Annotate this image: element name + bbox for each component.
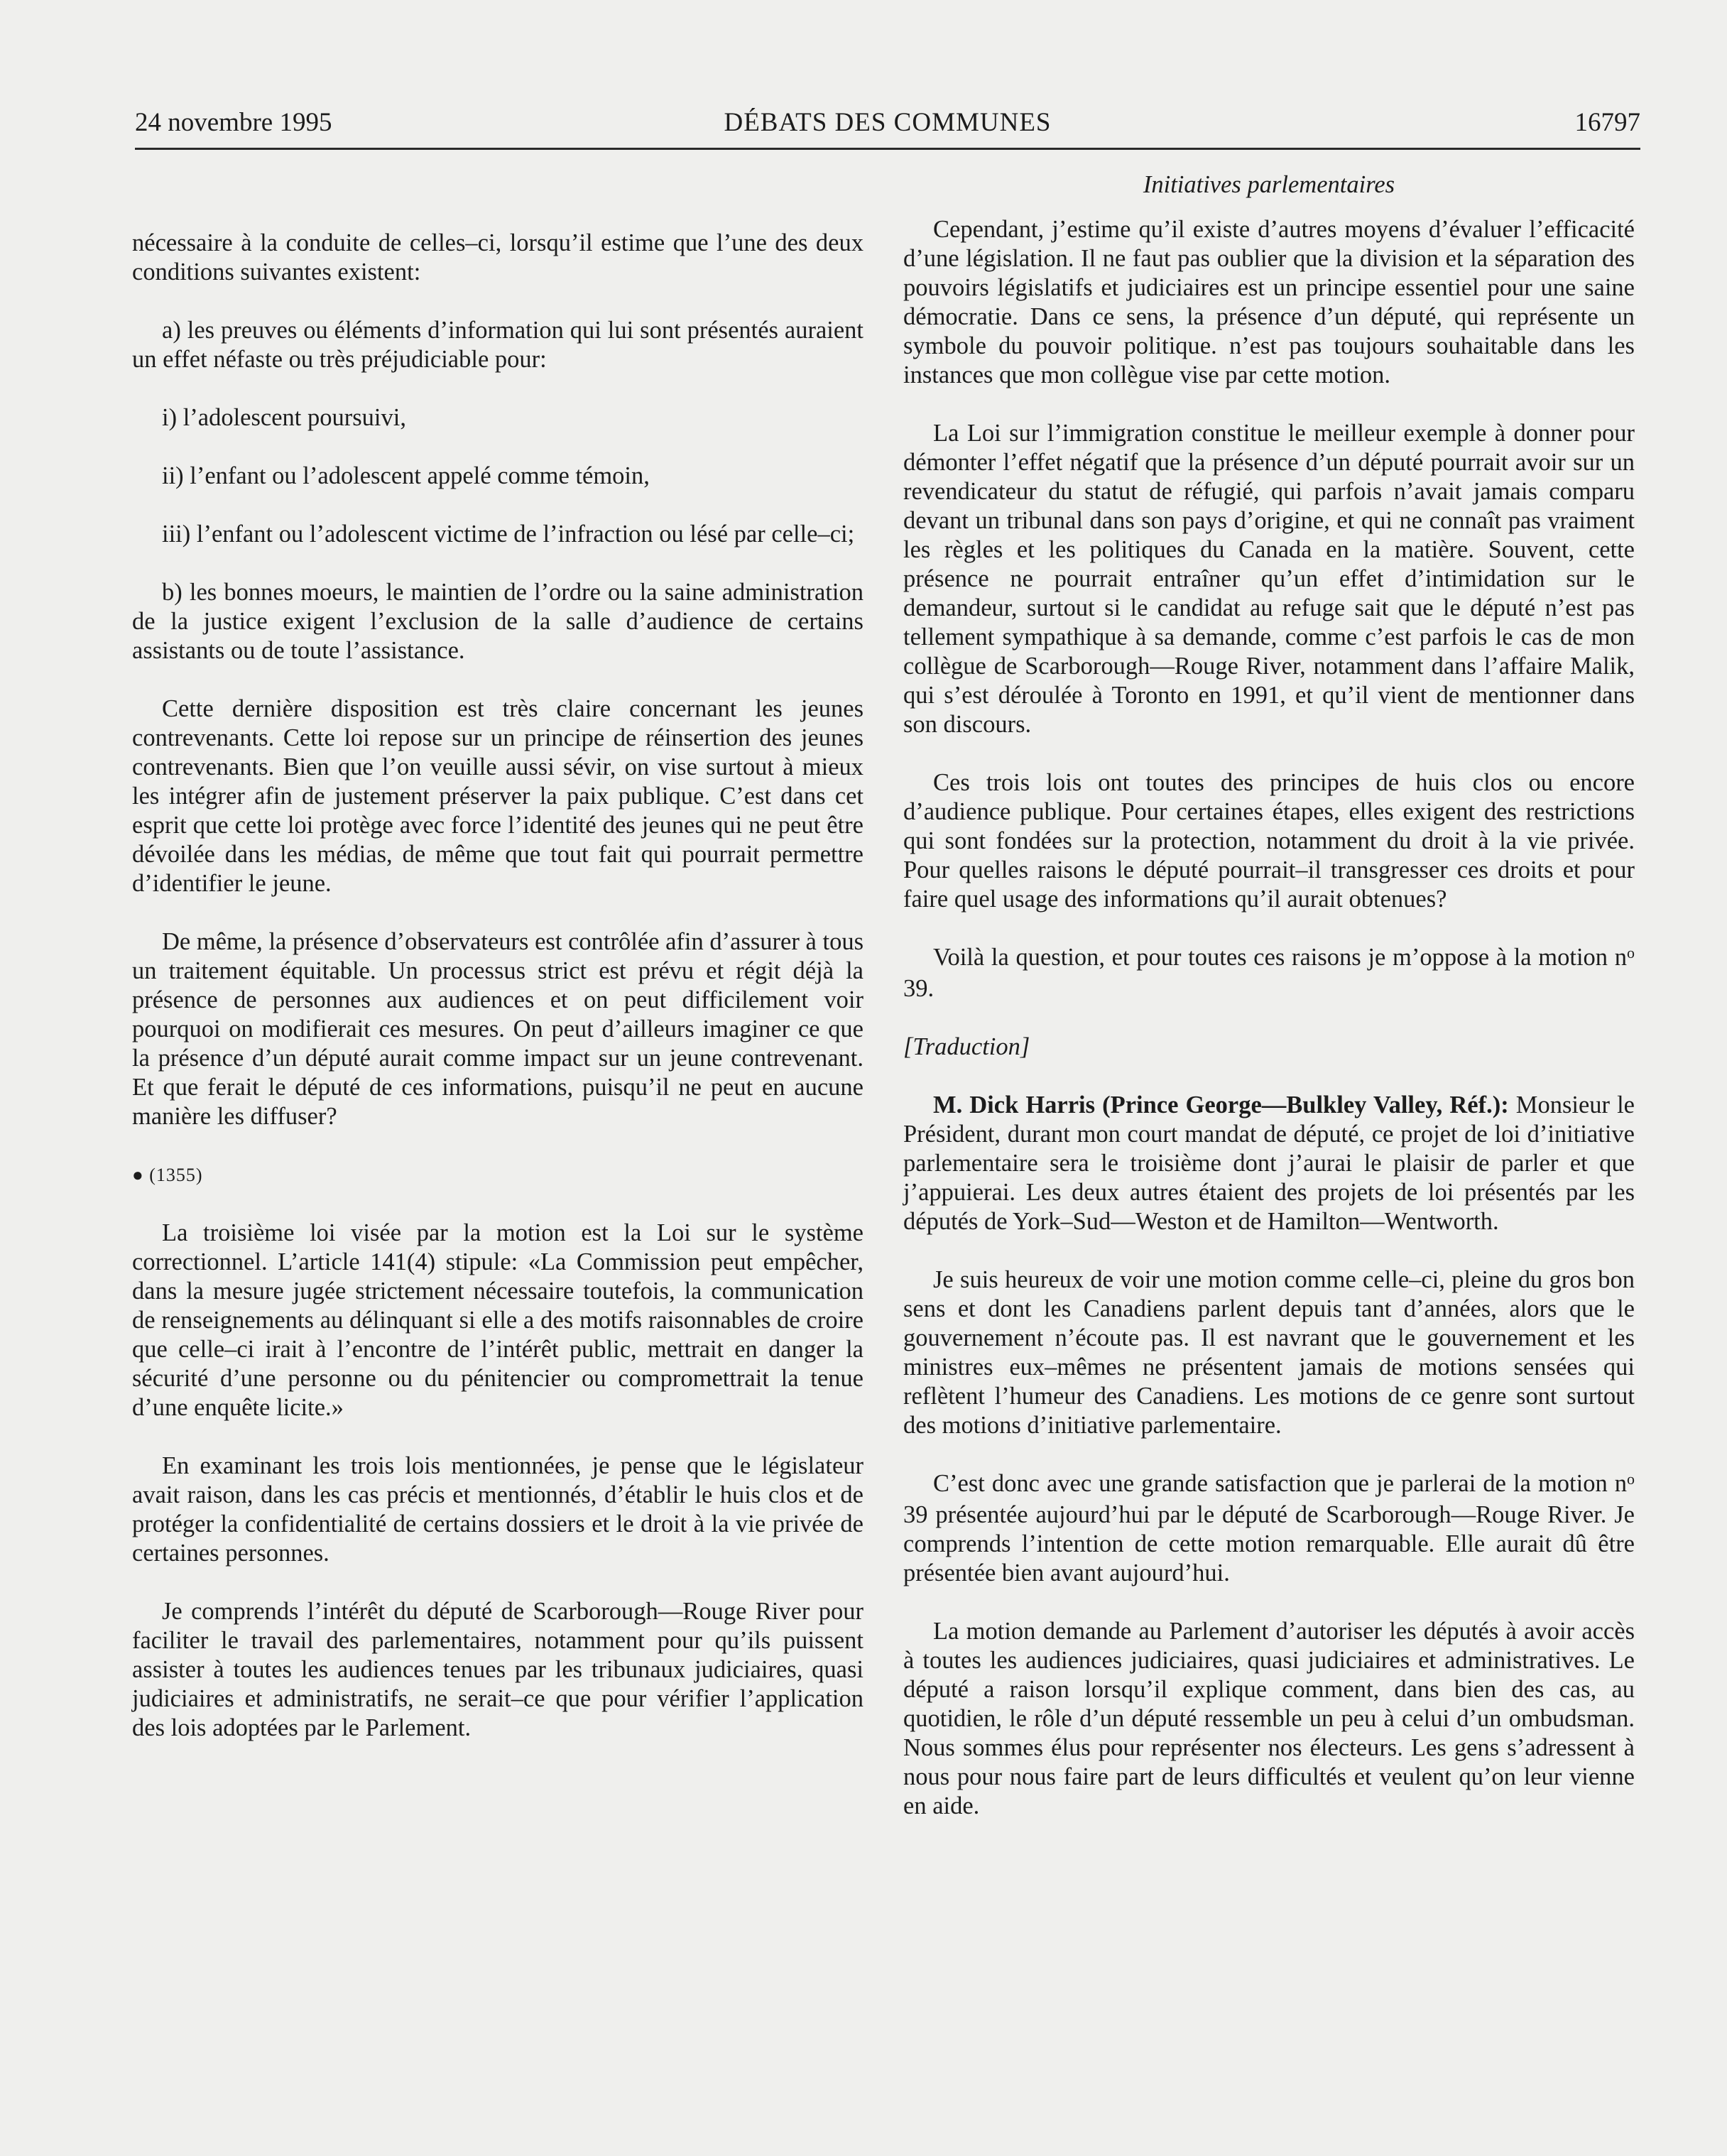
- superscript: o: [1627, 944, 1635, 962]
- paragraph-text: 39 présentée aujourd’hui par le député de Scarborough—Rouge River. Je comprends l’intention de cette motion remarquable. Elle aurait dû être présentée bien avant aujourd’hui.: [903, 1501, 1635, 1586]
- left-column: [132, 170, 864, 1772]
- paragraph: i) l’adolescent poursuivi,: [162, 404, 406, 431]
- time-marker: ● (1355): [132, 1165, 203, 1185]
- paragraph: La troisième loi visée par la motion est la Loi sur le système correctionnel. L’article 141(4) stipule: «La Commission peut empêcher, dans la mesure jugée strictement nécessaire toutefois, la communication de renseignements au délinquant si elle a des motifs raisonnables de croire que celle–ci irait à l’encontre de l’intérêt public, mettrait en danger la sécurité d’une personne ou du pénitencier ou compromettrait la tenue d’une enquête licite.»: [132, 1219, 864, 1421]
- header-page-number: 16797: [1574, 108, 1640, 137]
- paragraph: b) les bonnes moeurs, le maintien de l’ordre ou la saine administration de la justice exigent l’exclusion de la salle d’audience de certains assistants ou de toute l’assistance.: [132, 579, 864, 664]
- speaker-name: M. Dick Harris (Prince George—Bulkley Valley, Réf.):: [933, 1091, 1509, 1118]
- paragraph: [903, 943, 1635, 1003]
- right-column: [903, 170, 1635, 1850]
- paragraph: La Loi sur l’immigration constitue le meilleur exemple à donner pour démonter l’effet négatif que la présence d’un député pourrait avoir sur un revendicateur du statut de réfugié, qui parfois n’avait jamais comparu devant un tribunal dans son pays d’origine, et qui ne connaît pas vraiment les règles et les politiques du Canada en la matière. Souvent, cette présence ne pourrait entraîner qu’un effet d’intimidation sur le demandeur, surtout si le candidat au refuge sait que le député n’est pas tellement sympathique à sa demande, comme c’est parfois le cas de mon collègue de Scarborough—Rouge River, notamment dans l’affaire Malik, qui s’est déroulée à Toronto en 1991, et qu’il vient de mentionner dans son discours.: [903, 420, 1635, 738]
- paragraph: Ces trois lois ont toutes des principes de huis clos ou encore d’audience publique. Pour certaines étapes, elles exigent des restrictions qui sont fondées sur la protection, notamment du droit à la vie privée. Pour quelles raisons le député pourrait–il transgresser ces droits et pour faire quel usage des informations qu’il aurait obtenues?: [903, 769, 1635, 913]
- paragraph: a) les preuves ou éléments d’information qui lui sont présentés auraient un effet néfaste ou très préjudiciable pour:: [132, 317, 864, 373]
- header-rule: [135, 148, 1640, 150]
- header-date: 24 novembre 1995: [135, 108, 332, 137]
- paragraph: Cependant, j’estime qu’il existe d’autres moyens d’évaluer l’efficacité d’une législation. Il ne faut pas oublier que la division et la séparation des pouvoirs législatifs et judiciaires est un principe essentiel pour une saine démocratie. Dans ce sens, la présence d’un député, qui représente un symbole du pouvoir politique. n’est pas toujours souhaitable dans les instances que mon collègue vise par cette motion.: [903, 216, 1635, 388]
- paragraph: [903, 1469, 1635, 1588]
- paragraph: Cette dernière disposition est très claire concernant les jeunes contrevenants. Cette loi repose sur un principe de réinsertion des jeunes contrevenants. Bien que l’on veuille aussi sévir, on vise surtout à mieux les intégrer afin de justement préserver la paix publique. C’est dans cet esprit que cette loi protège avec force l’identité des jeunes qui ne peut être dévoilée dans les médias, de même que tout fait qui pourrait permettre d’identifier le jeune.: [132, 695, 864, 897]
- paragraph: Je comprends l’intérêt du député de Scarborough—Rouge River pour faciliter le travail des parlementaires, notamment pour qu’ils puissent assister à toutes les audiences tenues par les tribunaux judiciaires, quasi judiciaires et administratifs, ne serait–ce que pour vérifier l’application des lois adoptées par le Parlement.: [132, 1598, 864, 1741]
- paragraph: iii) l’enfant ou l’adolescent victime de l’infraction ou lésé par celle–ci;: [162, 521, 855, 548]
- paragraph: En examinant les trois lois mentionnées, je pense que le législateur avait raison, dans les cas précis et mentionnés, d’établir le huis clos et de protéger la confidentialité de certains dossiers et le droit à la vie privée de certaines personnes.: [132, 1452, 864, 1567]
- paragraph: ii) l’enfant ou l’adolescent appelé comme témoin,: [162, 462, 650, 489]
- paragraph: La motion demande au Parlement d’autoriser les députés à avoir accès à toutes les audiences judiciaires, quasi judiciaires et administratives. Le député a raison lorsqu’il explique comment, dans bien des cas, au quotidien, le rôle d’un député ressemble un peu à celui d’un ombudsman. Nous sommes élus pour représenter nos électeurs. Les gens s’adressent à nous pour nous faire part de leurs difficultés et veulent qu’on leur vienne en aide.: [903, 1618, 1635, 1819]
- paragraph-text: C’est donc avec une grande satisfaction que je parlerai de la motion n: [933, 1470, 1627, 1497]
- paragraph: [903, 1091, 1635, 1236]
- paragraph: De même, la présence d’observateurs est contrôlée afin d’assurer à tous un traitement équitable. Un processus strict est prévu et régit déjà la présence de personnes aux audiences et on peut difficilement voir pourquoi on modifierait ces mesures. On peut d’ailleurs imaginer ce que la présence d’un député aurait comme impact sur un jeune contrevenant. Et que ferait le député de ces informations, puisqu’il ne peut en aucune manière les diffuser?: [132, 928, 864, 1130]
- paragraph-text: 39.: [903, 975, 935, 1002]
- page-header: [135, 105, 1640, 141]
- translation-note: [Traduction]: [903, 1033, 1030, 1060]
- section-heading: Initiatives parlementaires: [1143, 171, 1395, 198]
- paragraph: nécessaire à la conduite de celles–ci, lorsqu’il estime que l’une des deux conditions suivantes existent:: [132, 229, 864, 285]
- superscript: o: [1627, 1470, 1635, 1488]
- paragraph: Je suis heureux de voir une motion comme celle–ci, pleine du gros bon sens et dont les Canadiens parlent depuis tant d’années, alors que le gouvernement n’écoute pas. Il est navrant que le gouvernement et les ministres eux–mêmes ne présentent jamais de motions sensées qui reflètent l’humeur des Canadiens. Les motions de ce genre sont surtout des motions d’initiative parlementaire.: [903, 1266, 1635, 1439]
- header-title: DÉBATS DES COMMUNES: [724, 108, 1052, 137]
- paragraph-text: Voilà la question, et pour toutes ces raisons je m’oppose à la motion n: [933, 944, 1627, 971]
- paragraph-text: Monsieur le Président, durant mon court mandat de député, ce projet de loi d’initiative parlementaire sera le troisième dont j’aurai le plaisir de parler et que j’appuierai. Les deux autres étaient des projets de loi présentés par les députés de York–Sud—Weston et de Hamilton—Wentworth.: [903, 1091, 1635, 1235]
